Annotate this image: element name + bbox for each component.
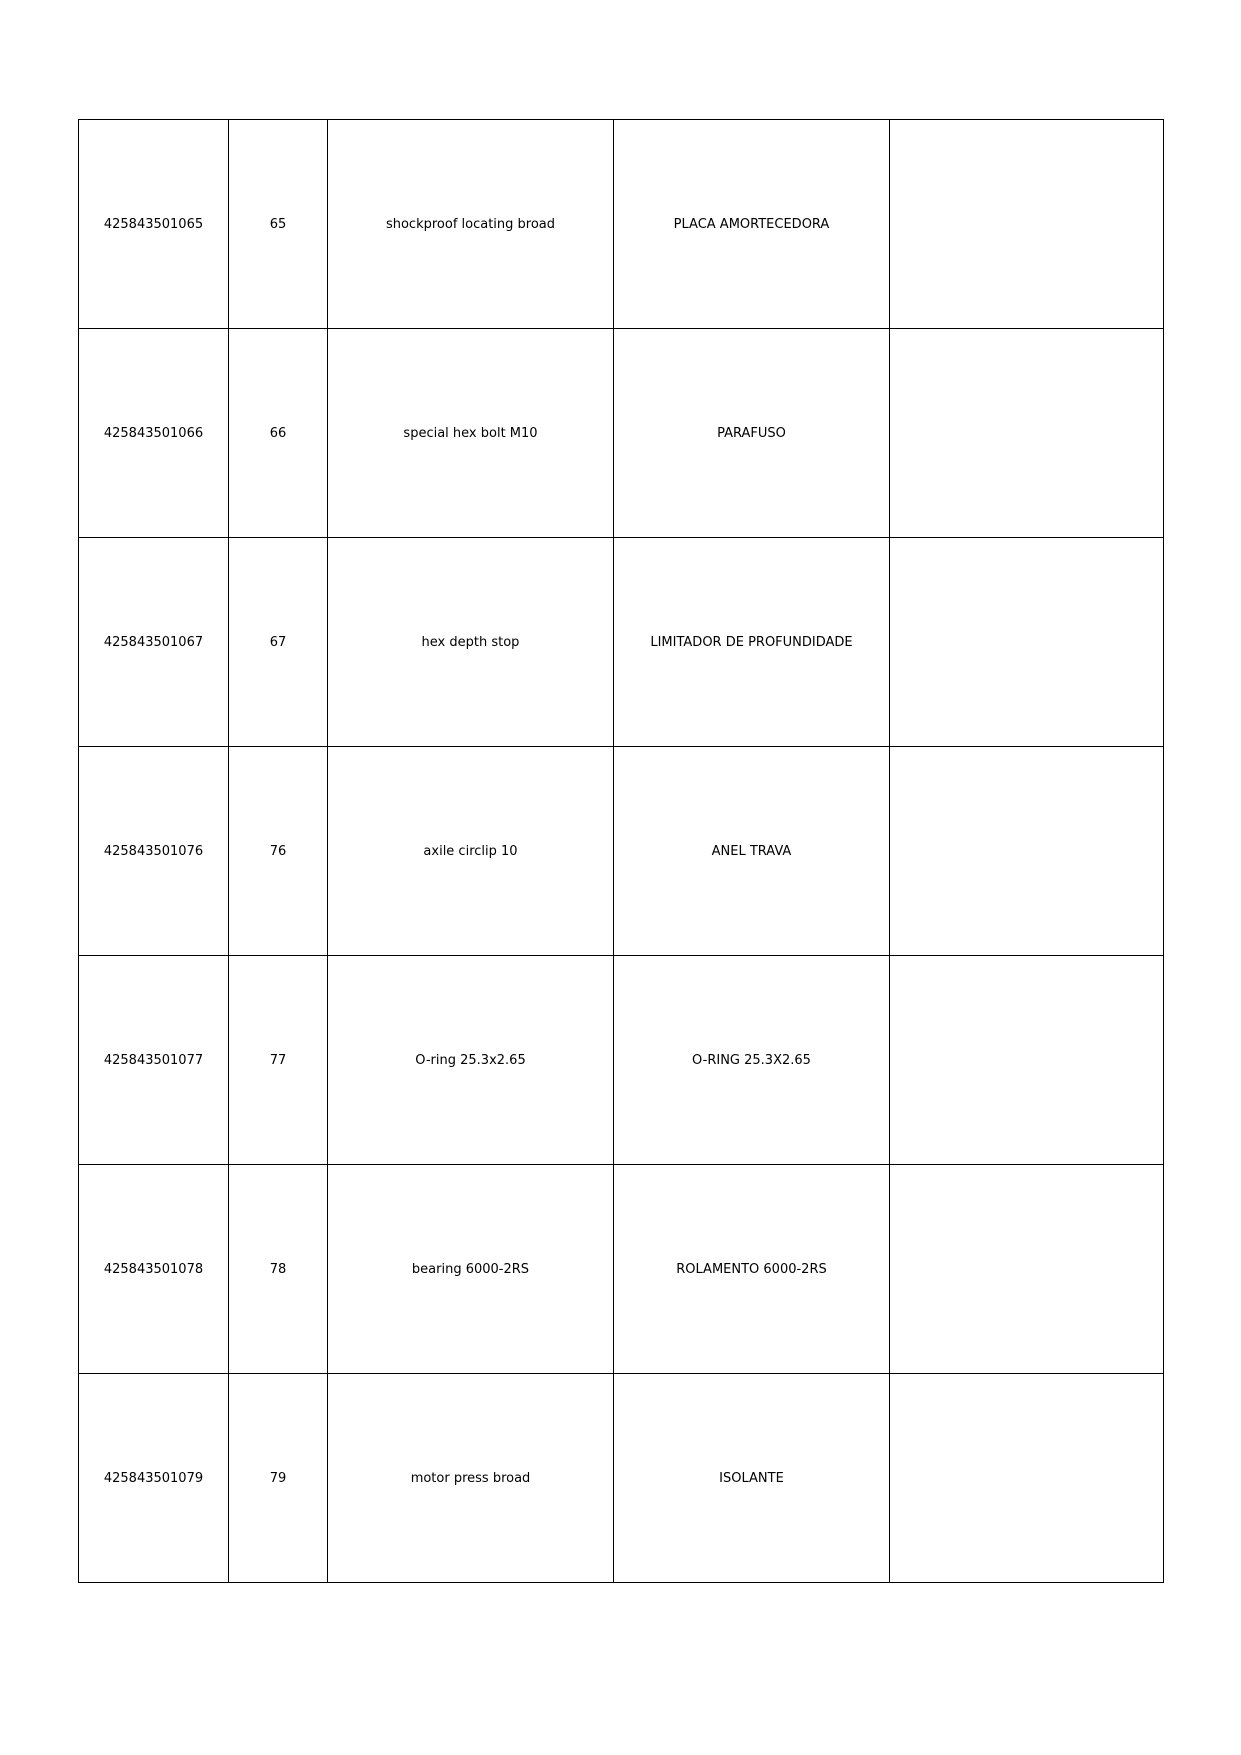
- part-note: [890, 956, 1164, 1165]
- part-ref: 79: [229, 1374, 328, 1583]
- part-note: [890, 120, 1164, 329]
- part-code: 425843501078: [79, 1165, 229, 1374]
- part-description-pt: PARAFUSO: [614, 329, 890, 538]
- part-note: [890, 747, 1164, 956]
- table-row: [79, 956, 1164, 1165]
- part-description-pt: LIMITADOR DE PROFUNDIDADE: [614, 538, 890, 747]
- part-description-en: bearing 6000-2RS: [328, 1165, 614, 1374]
- part-code: 425843501076: [79, 747, 229, 956]
- part-code: 425843501067: [79, 538, 229, 747]
- part-ref: 77: [229, 956, 328, 1165]
- part-ref: 78: [229, 1165, 328, 1374]
- part-note: [890, 1374, 1164, 1583]
- part-note: [890, 1165, 1164, 1374]
- part-ref: 67: [229, 538, 328, 747]
- table-row: [79, 329, 1164, 538]
- part-description-en: axile circlip 10: [328, 747, 614, 956]
- part-description-en: hex depth stop: [328, 538, 614, 747]
- part-description-en: special hex bolt M10: [328, 329, 614, 538]
- table-row: [79, 538, 1164, 747]
- part-description-en: motor press broad: [328, 1374, 614, 1583]
- part-description-pt: O-RING 25.3X2.65: [614, 956, 890, 1165]
- table-row: [79, 747, 1164, 956]
- part-code: 425843501066: [79, 329, 229, 538]
- part-description-en: shockproof locating broad: [328, 120, 614, 329]
- part-code: 425843501079: [79, 1374, 229, 1583]
- part-note: [890, 538, 1164, 747]
- part-code: 425843501065: [79, 120, 229, 329]
- table-row: [79, 1374, 1164, 1583]
- part-code: 425843501077: [79, 956, 229, 1165]
- part-description-pt: ISOLANTE: [614, 1374, 890, 1583]
- part-description-en: O-ring 25.3x2.65: [328, 956, 614, 1165]
- part-description-pt: ANEL TRAVA: [614, 747, 890, 956]
- part-ref: 66: [229, 329, 328, 538]
- part-description-pt: PLACA AMORTECEDORA: [614, 120, 890, 329]
- table-row: [79, 1165, 1164, 1374]
- part-ref: 76: [229, 747, 328, 956]
- parts-table: [78, 119, 1164, 1583]
- table-row: [79, 120, 1164, 329]
- part-description-pt: ROLAMENTO 6000-2RS: [614, 1165, 890, 1374]
- part-note: [890, 329, 1164, 538]
- part-ref: 65: [229, 120, 328, 329]
